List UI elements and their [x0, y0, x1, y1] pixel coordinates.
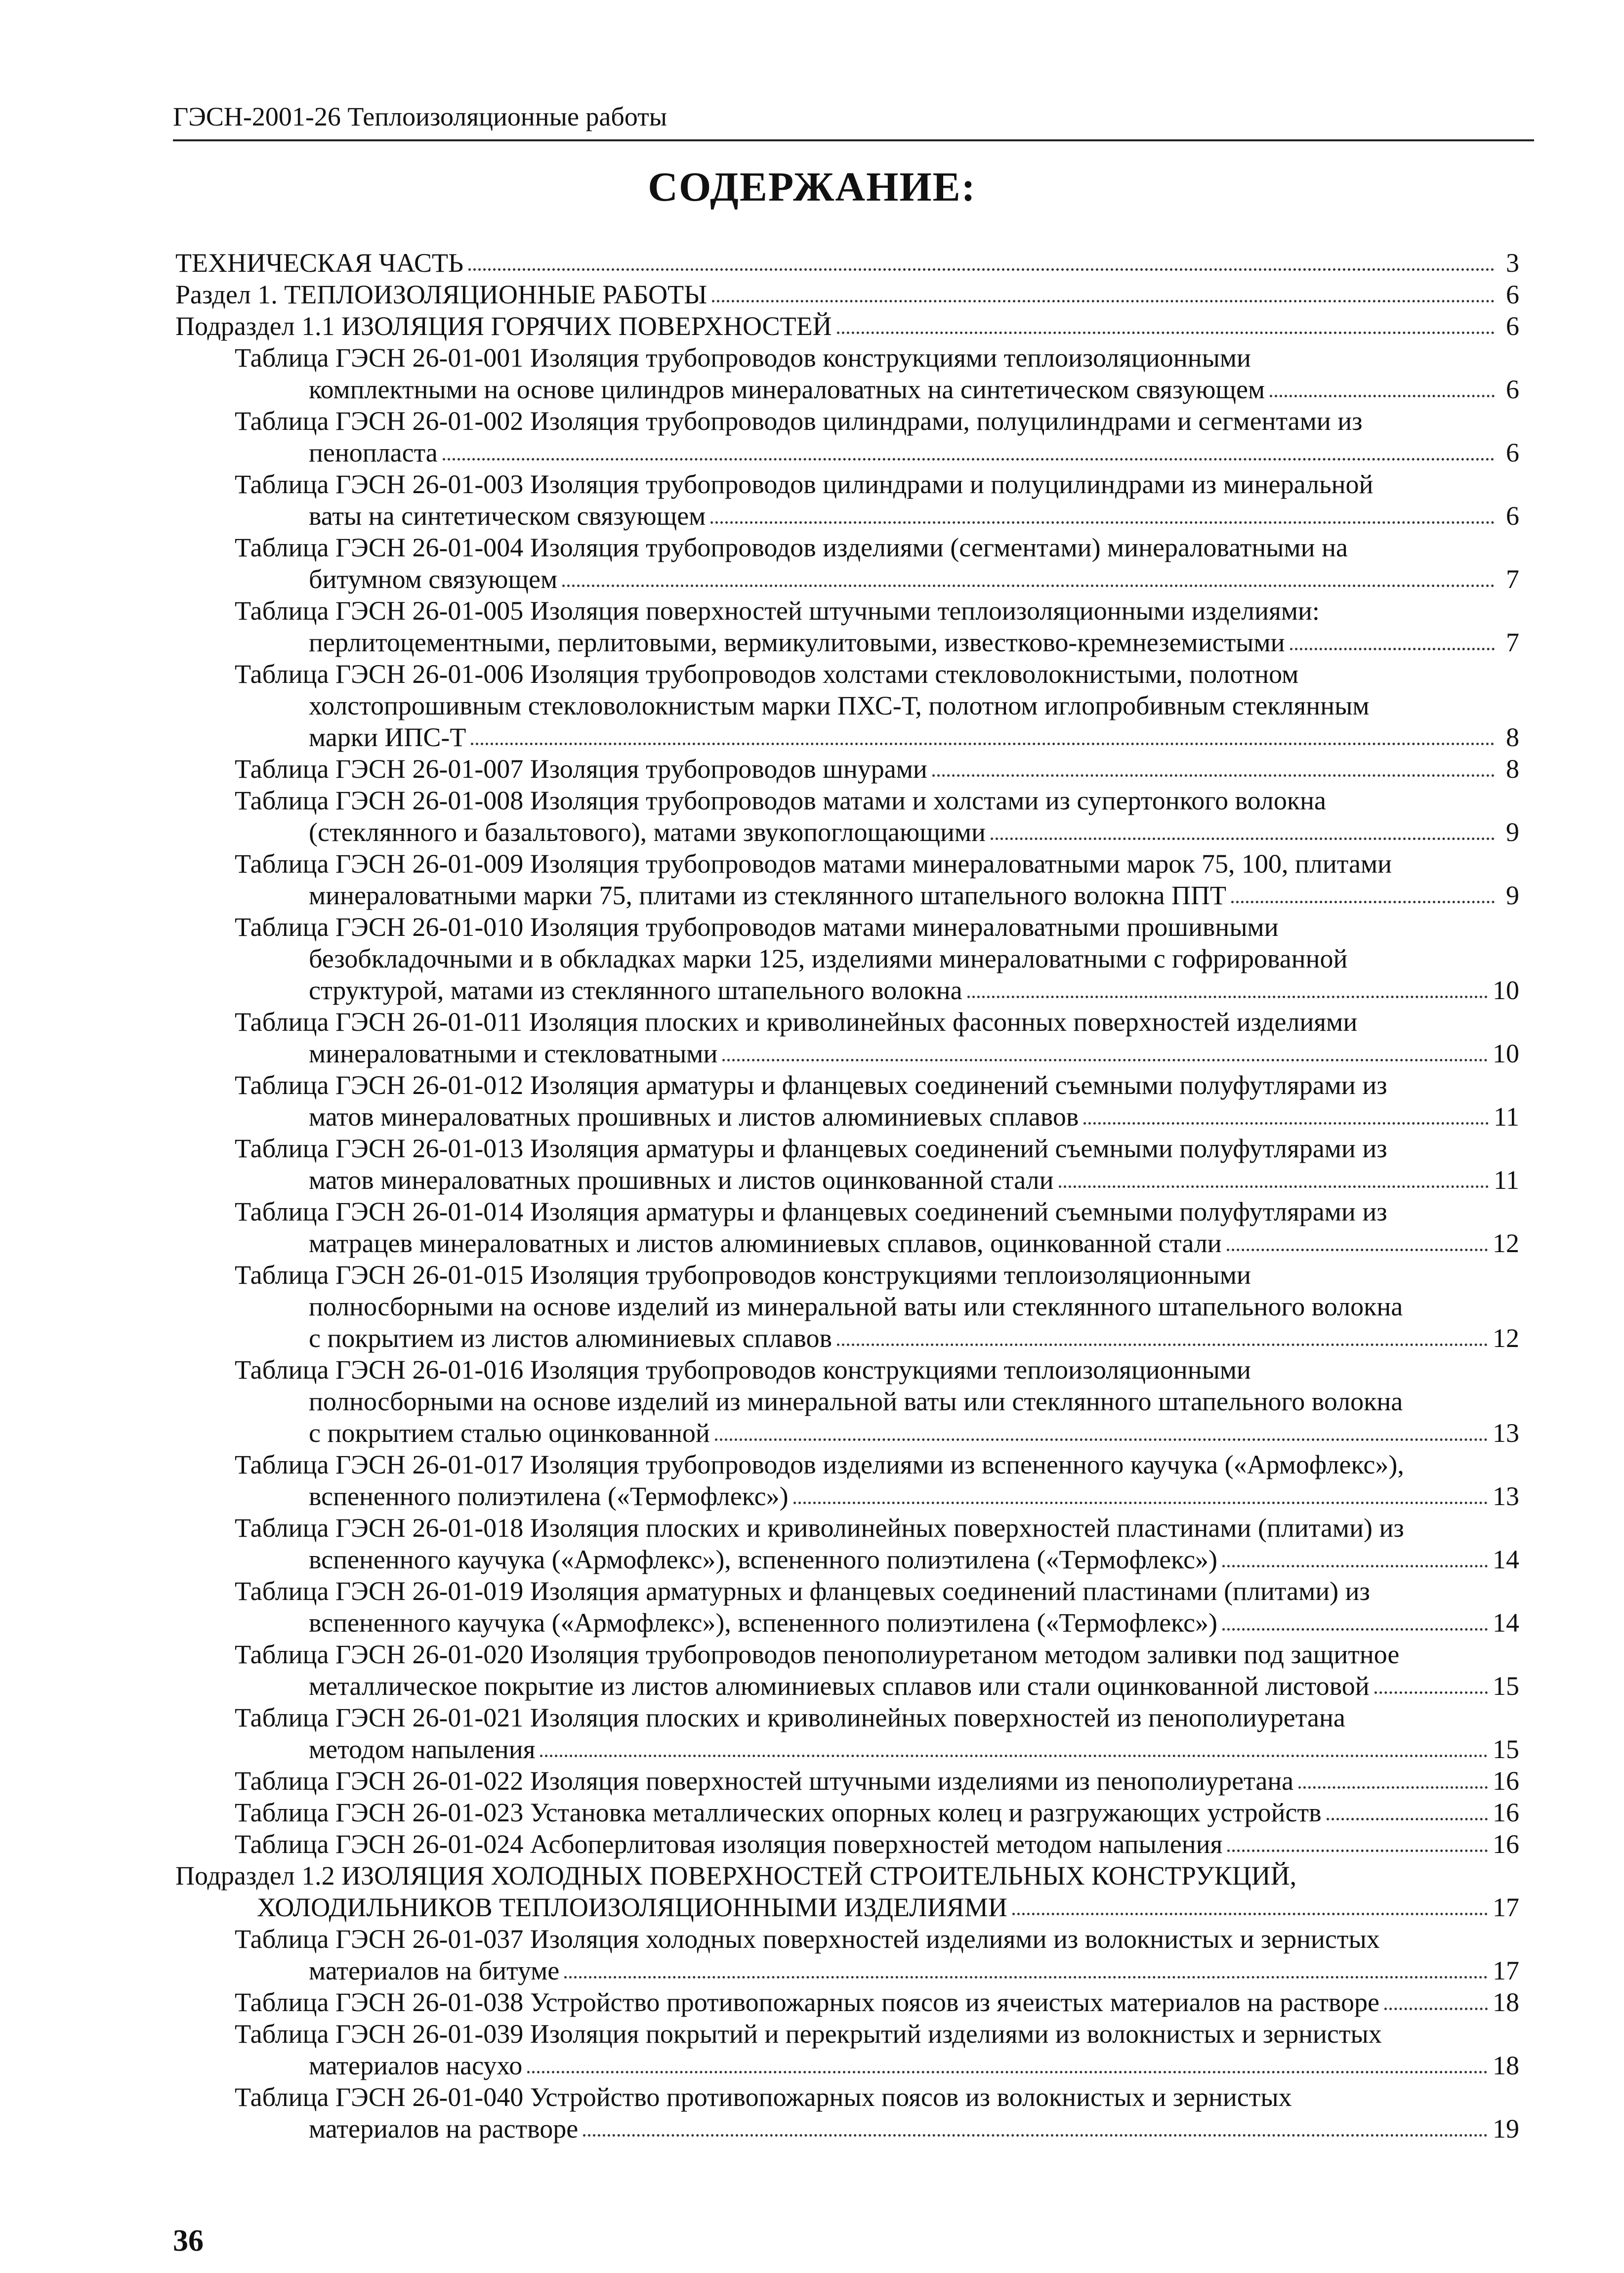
dot-leader: [1290, 648, 1495, 650]
dot-leader: [1222, 1628, 1488, 1631]
dot-leader: [1298, 1786, 1488, 1789]
toc-entry-text: битумном связующем: [309, 564, 558, 594]
toc-entry-text: Таблица ГЭСН 26-01-006 Изоляция трубопроводов холстами стекловолокнистыми, полотном: [235, 659, 1299, 689]
dot-leader: [562, 585, 1495, 587]
toc-entry-line[interactable]: [175, 1733, 1519, 1765]
toc-entry-text: (стеклянного и базальтового), матами звукопоглощающими: [309, 817, 986, 847]
toc-page-number: 6: [1506, 311, 1519, 341]
toc-entry-text: Подраздел 1.2 ИЗОЛЯЦИЯ ХОЛОДНЫХ ПОВЕРХНОСТЕЙ СТРОИТЕЛЬНЫХ КОНСТРУКЦИЙ,: [175, 1861, 1297, 1891]
toc-entry-text: Таблица ГЭСН 26-01-009 Изоляция трубопроводов матами минераловатными марок 75, 100, плитами: [235, 849, 1392, 879]
toc-entry-line[interactable]: [175, 1512, 1519, 1544]
toc-entry-line[interactable]: [175, 2113, 1519, 2145]
toc-entry-text: ваты на синтетическом связующем: [309, 501, 706, 531]
toc-entry-line[interactable]: [175, 1227, 1519, 1259]
toc-page-number: 6: [1506, 375, 1519, 404]
toc-page-number: 7: [1506, 628, 1519, 657]
toc-entry-text: Таблица ГЭСН 26-01-002 Изоляция трубопроводов цилиндрами, полуцилиндрами и сегментами из: [235, 406, 1363, 436]
toc-entry-text: Таблица ГЭСН 26-01-010 Изоляция трубопроводов матами минераловатными прошивными: [235, 912, 1279, 942]
toc-entry-text: металлическое покрытие из листов алюминиевых сплавов или стали оцинкованной листовой: [309, 1671, 1370, 1701]
toc-entry-line[interactable]: [175, 880, 1519, 911]
toc-entry-text: Таблица ГЭСН 26-01-005 Изоляция поверхностей штучными теплоизоляционными изделиями:: [235, 596, 1320, 626]
toc-entry-line[interactable]: [175, 1607, 1519, 1639]
toc-entry-line[interactable]: [175, 627, 1519, 658]
toc-entry-text: Таблица ГЭСН 26-01-001 Изоляция трубопроводов конструкциями теплоизоляционными: [235, 343, 1251, 373]
toc-page-number: 8: [1506, 754, 1519, 784]
toc-page-number: 15: [1493, 1671, 1519, 1701]
toc-entry-text: матрацев минераловатных и листов алюминиевых сплавов, оцинкованной стали: [309, 1228, 1222, 1258]
toc-entry-text: вспененного полиэтилена («Термофлекс»): [309, 1481, 789, 1511]
toc-entry-line[interactable]: [175, 1354, 1519, 1386]
dot-leader: [837, 1344, 1488, 1346]
toc-page-number: 12: [1493, 1323, 1519, 1353]
toc-entry-line[interactable]: [175, 405, 1519, 437]
dot-leader: [1222, 1565, 1488, 1567]
toc-entry-text: марки ИПС-Т: [309, 722, 466, 752]
toc-entry-line[interactable]: [175, 1955, 1519, 1986]
toc-page-number: 15: [1493, 1734, 1519, 1764]
toc-page-number: 17: [1493, 1956, 1519, 1985]
toc-page-number: 8: [1506, 722, 1519, 752]
toc-page-number: 19: [1493, 2114, 1519, 2144]
toc-page-number: 6: [1506, 438, 1519, 467]
toc-entry-line[interactable]: [175, 690, 1519, 721]
dot-leader: [564, 1976, 1488, 1978]
toc-entry-line[interactable]: [175, 1828, 1519, 1860]
toc-page-number: 13: [1493, 1481, 1519, 1511]
toc-page-number: 6: [1506, 501, 1519, 531]
dot-leader: [1059, 1185, 1489, 1188]
toc-entry-text: Таблица ГЭСН 26-01-021 Изоляция плоских и криволинейных поверхностей из пенополиуретана: [235, 1703, 1345, 1732]
toc-page-number: 7: [1506, 564, 1519, 594]
toc-page-number: 14: [1493, 1545, 1519, 1574]
toc-entry-line[interactable]: [175, 1986, 1519, 2018]
dot-leader: [1374, 1691, 1488, 1694]
dot-leader: [471, 743, 1495, 745]
dot-leader: [1384, 2008, 1488, 2010]
toc-entry-text: материалов насухо: [309, 2051, 523, 2080]
toc-page-number: 18: [1493, 2051, 1519, 2080]
dot-leader: [710, 521, 1495, 524]
toc-entry-text: Таблица ГЭСН 26-01-040 Устройство противопожарных поясов из волокнистых и зернистых: [235, 2082, 1292, 2112]
toc-entry-text: с покрытием сталью оцинкованной: [309, 1418, 710, 1448]
toc-entry-text: Таблица ГЭСН 26-01-012 Изоляция арматуры и фланцевых соединений съемными полуфутлярами из: [235, 1070, 1387, 1100]
toc-page-number: 18: [1493, 1987, 1519, 2017]
toc-entry-line[interactable]: [175, 1038, 1519, 1069]
running-header: ГЭСН-2001-26 Теплоизоляционные работы: [173, 102, 667, 131]
toc-entry-text: Таблица ГЭСН 26-01-020 Изоляция трубопроводов пенополиуретаном методом заливки под защитное: [235, 1640, 1400, 1669]
toc-entry-text: Таблица ГЭСН 26-01-016 Изоляция трубопроводов конструкциями теплоизоляционными: [235, 1355, 1251, 1385]
toc-entry-text: Таблица ГЭСН 26-01-007 Изоляция трубопроводов шнурами: [235, 754, 927, 784]
toc-entry-line[interactable]: [175, 342, 1519, 374]
toc-entry-line[interactable]: [175, 1069, 1519, 1101]
toc-entry-line[interactable]: [175, 785, 1519, 816]
toc-entry-text: Таблица ГЭСН 26-01-023 Установка металлических опорных колец и разгружающих устройств: [235, 1798, 1322, 1827]
toc-entry-text: полносборными на основе изделий из минеральной ваты или стеклянного штапельного волокна: [309, 1292, 1403, 1321]
dot-leader: [712, 300, 1495, 302]
toc-entry-line[interactable]: [175, 1322, 1519, 1354]
toc-entry-line[interactable]: [175, 816, 1519, 848]
toc-entry-text: Таблица ГЭСН 26-01-018 Изоляция плоских и криволинейных поверхностей пластинами (плитами) из: [235, 1513, 1404, 1543]
toc-entry-line[interactable]: [175, 1417, 1519, 1449]
toc-entry-text: матов минераловатных прошивных и листов оцинкованной стали: [309, 1165, 1054, 1195]
toc-entry-line[interactable]: [175, 1860, 1519, 1892]
toc-entry-text: безобкладочными и в обкладках марки 125, изделиями минераловатными с гофрированной: [309, 944, 1348, 973]
toc-entry-text: Таблица ГЭСН 26-01-014 Изоляция арматуры и фланцевых соединений съемными полуфутлярами из: [235, 1197, 1387, 1226]
toc-page-number: 17: [1493, 1893, 1519, 1922]
toc-entry-text: матов минераловатных прошивных и листов алюминиевых сплавов: [309, 1102, 1079, 1132]
toc-entry-text: ТЕХНИЧЕСКАЯ ЧАСТЬ: [175, 248, 464, 278]
toc-entry-line[interactable]: [175, 1765, 1519, 1797]
toc-page-number: 10: [1493, 975, 1519, 1005]
dot-leader: [1227, 1850, 1488, 1852]
toc-entry-text: Таблица ГЭСН 26-01-003 Изоляция трубопроводов цилиндрами и полуцилиндрами из минеральной: [235, 469, 1374, 499]
toc-entry-text: материалов на битуме: [309, 1956, 560, 1985]
dot-leader: [967, 996, 1488, 998]
toc-page-number: 9: [1506, 881, 1519, 910]
toc-entry-line[interactable]: [175, 595, 1519, 627]
toc-entry-text: Таблица ГЭСН 26-01-039 Изоляция покрытий и перекрытий изделиями из волокнистых и зернистых: [235, 2019, 1382, 2049]
toc-entry-text: ХОЛОДИЛЬНИКОВ ТЕПЛОИЗОЛЯЦИОННЫМИ ИЗДЕЛИЯМИ: [257, 1893, 1007, 1922]
toc-entry-text: перлитоцементными, перлитовыми, вермикулитовыми, известково-кремнеземистыми: [309, 628, 1285, 657]
toc-entry-line[interactable]: [175, 247, 1519, 279]
toc-entry-line[interactable]: [175, 658, 1519, 690]
toc-page-number: 11: [1494, 1102, 1519, 1132]
toc-entry-line[interactable]: [175, 2050, 1519, 2081]
toc-entry-text: Таблица ГЭСН 26-01-008 Изоляция трубопроводов матами и холстами из супертонкого волокна: [235, 786, 1326, 815]
toc-page-number: 16: [1493, 1829, 1519, 1859]
toc-page-number: 14: [1493, 1608, 1519, 1638]
toc-entry-text: холстопрошивным стекловолокнистым марки ПХС-Т, полотном иглопробивным стеклянным: [309, 691, 1370, 720]
toc-entry-line[interactable]: [175, 1797, 1519, 1828]
toc-entry-line[interactable]: [175, 1164, 1519, 1196]
header-rule: [173, 139, 1534, 141]
toc-entry-line[interactable]: [175, 974, 1519, 1006]
dot-leader: [527, 2071, 1488, 2073]
toc-entry-text: Таблица ГЭСН 26-01-019 Изоляция арматурных и фланцевых соединений пластинами (плитами) из: [235, 1576, 1370, 1606]
toc-entry-text: Таблица ГЭСН 26-01-013 Изоляция арматуры и фланцевых соединений съемными полуфутлярами из: [235, 1134, 1387, 1163]
toc-entry-line[interactable]: [175, 753, 1519, 785]
toc-entry-text: Таблица ГЭСН 26-01-022 Изоляция поверхностей штучными изделиями из пенополиуретана: [235, 1766, 1294, 1796]
toc-entry-line[interactable]: [175, 1196, 1519, 1227]
toc-entry-text: методом напыления: [309, 1734, 536, 1764]
dot-leader: [1227, 1249, 1488, 1251]
toc-entry-text: вспененного каучука («Армофлекс»), вспененного полиэтилена («Термофлекс»): [309, 1545, 1218, 1574]
toc-entry-line[interactable]: [175, 943, 1519, 974]
toc-entry-text: Таблица ГЭСН 26-01-038 Устройство противопожарных поясов из ячеистых материалов на растворе: [235, 1987, 1380, 2017]
toc-entry-line[interactable]: [175, 911, 1519, 943]
toc-page-number: 10: [1493, 1039, 1519, 1068]
toc-entry-line[interactable]: [175, 848, 1519, 880]
toc-entry-text: Таблица ГЭСН 26-01-004 Изоляция трубопроводов изделиями (сегментами) минераловатными на: [235, 533, 1348, 562]
toc-entry-line[interactable]: [175, 1702, 1519, 1733]
toc-entry-line[interactable]: [175, 500, 1519, 532]
toc-page-number: 16: [1493, 1798, 1519, 1827]
toc-entry-line[interactable]: [175, 1670, 1519, 1702]
dot-leader: [793, 1502, 1488, 1504]
toc-entry-line[interactable]: [175, 1639, 1519, 1670]
page-number: 36: [173, 2224, 204, 2258]
toc-entry-line[interactable]: [175, 279, 1519, 310]
toc-entry-line[interactable]: [175, 563, 1519, 595]
dot-leader: [468, 268, 1495, 271]
toc-entry-line[interactable]: [175, 1449, 1519, 1480]
toc-page-number: 16: [1493, 1766, 1519, 1796]
toc-entry-text: с покрытием из листов алюминиевых сплавов: [309, 1323, 832, 1353]
dot-leader: [722, 1059, 1488, 1061]
dot-leader: [443, 458, 1495, 461]
toc-entry-text: Таблица ГЭСН 26-01-037 Изоляция холодных поверхностей изделиями из волокнистых и зернистых: [235, 1924, 1380, 1954]
dot-leader: [1083, 1122, 1489, 1125]
toc-entry-line[interactable]: [175, 1291, 1519, 1322]
toc-entry-text: Таблица ГЭСН 26-01-024 Асбоперлитовая изоляция поверхностей методом напыления: [235, 1829, 1223, 1859]
toc-entry-line[interactable]: [175, 1101, 1519, 1133]
toc-page-number: 11: [1494, 1165, 1519, 1195]
toc-entry-line[interactable]: [175, 1575, 1519, 1607]
dot-leader: [540, 1755, 1488, 1757]
toc-entry-line[interactable]: [175, 1386, 1519, 1417]
toc-entry-text: Таблица ГЭСН 26-01-011 Изоляция плоских и криволинейных фасонных поверхностей изделиями: [235, 1007, 1358, 1037]
toc-page-number: 6: [1506, 280, 1519, 309]
toc-page-number: 13: [1493, 1418, 1519, 1448]
toc-entry-text: Подраздел 1.1 ИЗОЛЯЦИЯ ГОРЯЧИХ ПОВЕРХНОСТЕЙ: [175, 311, 832, 341]
toc-entry-line[interactable]: [175, 1923, 1519, 1955]
toc-entry-line[interactable]: [175, 468, 1519, 500]
toc-entry-line[interactable]: [175, 374, 1519, 405]
toc-page-number: 9: [1506, 817, 1519, 847]
dot-leader: [1270, 395, 1495, 397]
toc-entry-line[interactable]: [175, 1892, 1519, 1923]
toc-entry-text: вспененного каучука («Армофлекс»), вспененного полиэтилена («Термофлекс»): [309, 1608, 1218, 1638]
toc-entry-line[interactable]: [175, 1259, 1519, 1291]
toc-entry-line[interactable]: [175, 1480, 1519, 1512]
toc-entry-text: минераловатными марки 75, плитами из стеклянного штапельного волокна ППТ: [309, 881, 1227, 910]
toc-entry-text: структурой, матами из стеклянного штапельного волокна: [309, 975, 962, 1005]
toc-page-number: 3: [1506, 248, 1519, 278]
toc-entry-line[interactable]: [175, 1544, 1519, 1575]
toc-entry-text: комплектными на основе цилиндров минераловатных на синтетическом связующем: [309, 375, 1265, 404]
toc-entry-line[interactable]: [175, 2081, 1519, 2113]
dot-leader: [991, 838, 1495, 840]
dot-leader: [583, 2134, 1488, 2137]
toc-entry-line[interactable]: [175, 532, 1519, 563]
table-of-contents: [175, 247, 1519, 2145]
toc-entry-text: Таблица ГЭСН 26-01-015 Изоляция трубопроводов конструкциями теплоизоляционными: [235, 1260, 1251, 1290]
dot-leader: [1012, 1913, 1488, 1915]
dot-leader: [932, 774, 1495, 777]
toc-entry-line[interactable]: [175, 437, 1519, 468]
toc-entry-line[interactable]: [175, 1133, 1519, 1164]
page-title: СОДЕРЖАНИЕ:: [648, 164, 976, 210]
toc-entry-line[interactable]: [175, 1006, 1519, 1038]
dot-leader: [1231, 901, 1495, 903]
toc-entry-text: минераловатными и стекловатными: [309, 1039, 718, 1068]
toc-entry-text: Таблица ГЭСН 26-01-017 Изоляция трубопроводов изделиями из вспененного каучука («Армофлекс»),: [235, 1450, 1404, 1479]
toc-entry-text: пенопласта: [309, 438, 438, 467]
toc-entry-line[interactable]: [175, 2018, 1519, 2050]
toc-entry-text: Раздел 1. ТЕПЛОИЗОЛЯЦИОННЫЕ РАБОТЫ: [175, 280, 708, 309]
toc-entry-line[interactable]: [175, 721, 1519, 753]
toc-entry-text: полносборными на основе изделий из минеральной ваты или стеклянного штапельного волокна: [309, 1387, 1403, 1416]
toc-entry-line[interactable]: [175, 310, 1519, 342]
dot-leader: [837, 332, 1495, 334]
dot-leader: [715, 1438, 1488, 1441]
toc-page-number: 12: [1493, 1228, 1519, 1258]
toc-entry-text: материалов на растворе: [309, 2114, 579, 2144]
dot-leader: [1327, 1818, 1488, 1820]
